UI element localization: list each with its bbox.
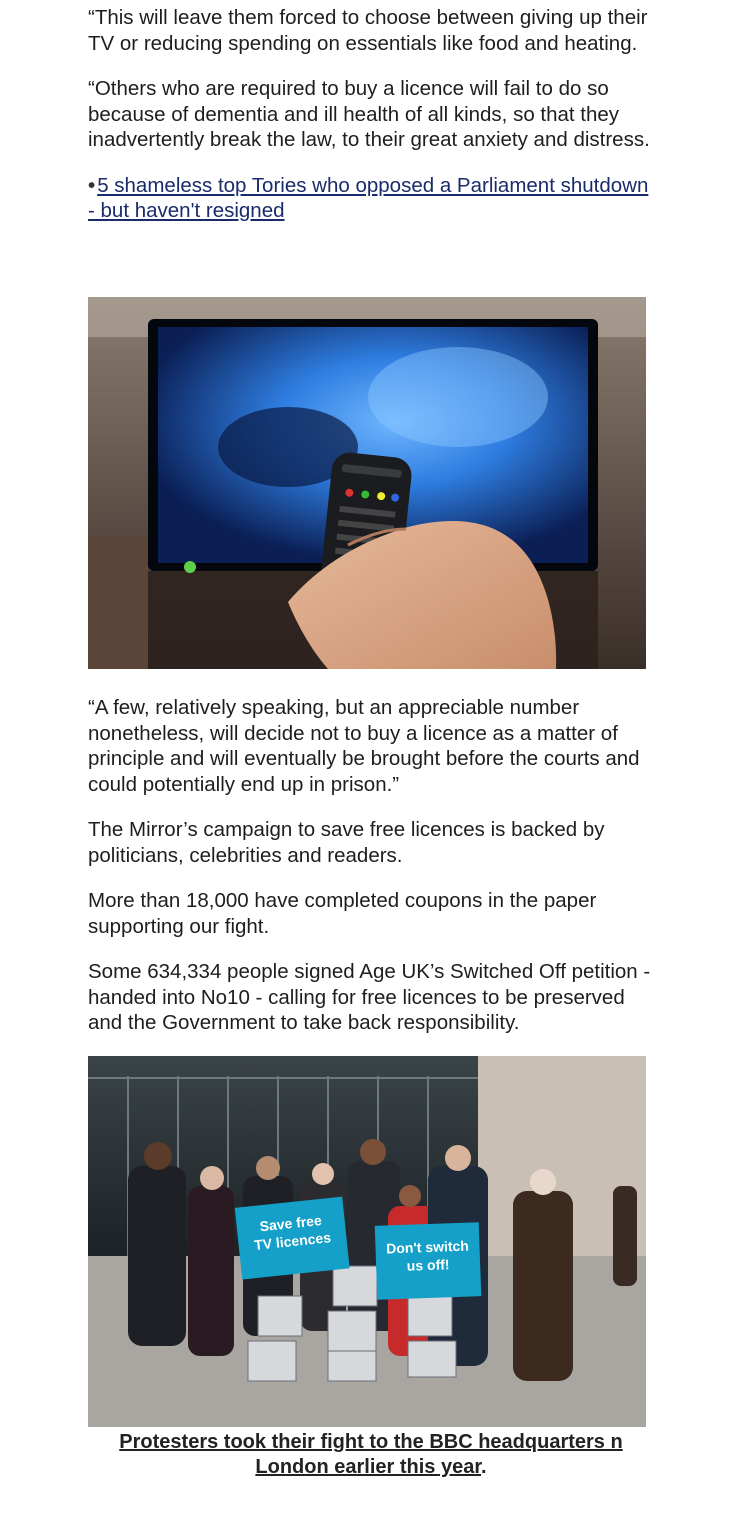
photo-caption: [88, 1430, 654, 1480]
coupons-paragraph: More than 18,000 have completed coupons in the paper supporting our fight.: [88, 889, 597, 938]
bullet-icon: •: [88, 173, 96, 197]
article-body-top: [88, 5, 658, 224]
quote-paragraph-1: “This will leave them forced to choose between giving up their TV or reducing spending on essentials like food and heating.: [88, 6, 648, 55]
protesters-illustration: [88, 1056, 646, 1427]
petition-paragraph: Some 634,334 people signed Age UK’s Switched Off petition - handed into No10 - calling for free licences to be preserved and the Government to take back responsibility.: [88, 960, 651, 1034]
sign-1-line-1: Save free: [258, 1211, 323, 1235]
article-body-middle: [88, 695, 658, 1036]
related-article-link[interactable]: 5 shameless top Tories who opposed a Parliament shutdown - but haven't resigned: [88, 173, 649, 222]
quote-paragraph-3: “A few, relatively speaking, but an appreciable number nonetheless, will decide not to buy a licence as a matter of principle and will eventually be brought before the courts and could potentially end up in prison.”: [88, 696, 640, 796]
tv-remote-illustration: [88, 297, 646, 669]
caption-period: .: [481, 1456, 487, 1478]
sign-2-line-2: us off!: [406, 1256, 450, 1274]
campaign-paragraph: The Mirror’s campaign to save free licences is backed by politicians, celebrities and readers.: [88, 818, 605, 867]
protesters-photo: [88, 1056, 646, 1427]
sign-1-line-2: TV licences: [253, 1229, 332, 1254]
quote-paragraph-2: “Others who are required to buy a licence will fail to do so because of dementia and ill health of all kinds, so that they inadvertently break the law, to their great anxiety and distress.: [88, 77, 650, 151]
related-article-link-line: [88, 173, 658, 224]
caption-link[interactable]: Protesters took their fight to the BBC headquarters n London earlier this year: [119, 1431, 623, 1478]
tv-remote-photo: [88, 297, 646, 669]
sign-2-line-1: Don't switch: [385, 1237, 470, 1257]
